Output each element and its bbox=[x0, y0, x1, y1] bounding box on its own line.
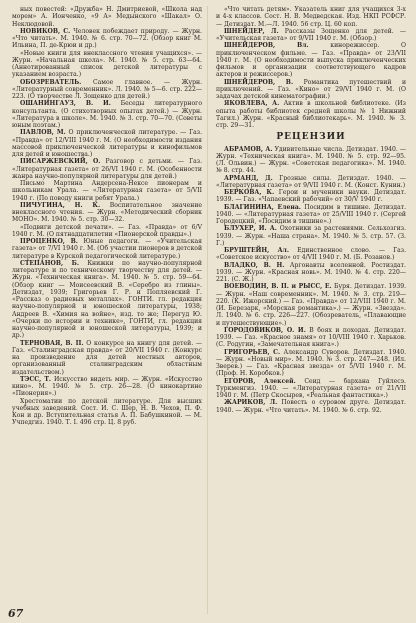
review-entry bbox=[216, 175, 406, 190]
review-author: ГРИГОРЬЕВ, С. bbox=[224, 348, 281, 356]
entry-text: Искусство видеть мир. — Журн. «Искусство кино». М. 1940. № 5. стр. 26—28. (О кинокартине «Пионерия».) bbox=[12, 375, 202, 398]
bibliography-entry bbox=[12, 224, 202, 239]
entry-author: ШНЕЙДЕРОВ, В. bbox=[224, 78, 294, 86]
review-text: Посидим в тишине. Детиздат. 1940. — «Литературная газета» от 25/VIII 1940 г. (Сергей Городецкий, «Посидим в тишине».) bbox=[216, 203, 407, 225]
bibliography-entry bbox=[12, 50, 202, 79]
entry-author: ШНЕЙДЕРОВ, Вл. bbox=[224, 42, 309, 50]
bibliography-entry bbox=[216, 28, 406, 43]
entry-text: Романтика путешествий и приключений. — Газ. «Кино» от 29/VI 1940 г. М. (О задачах детской кинематографии.) bbox=[216, 78, 407, 100]
entry-text: Юные педагоги. — «Учительская газета» от 7/VI 1940 г. М. (Об участии пионеров в детской литературе в Курской педагогической литературе.) bbox=[12, 238, 202, 260]
review-entry bbox=[216, 327, 406, 349]
entry-author: НОВИКОВ, С. bbox=[20, 27, 71, 35]
review-author: ЕГОРОВ, Алексей. bbox=[224, 377, 296, 385]
review-author: ВЛАДКО, В. Н. bbox=[224, 261, 285, 269]
bibliography-entry bbox=[12, 238, 202, 260]
entry-author: ТЕРНОВАЯ, В. П. bbox=[20, 339, 84, 347]
entry-text: Хрестоматии по детской литературе. Для высших учебных заведений. Сост. И. С. Шер, Н. В. Чехов, П. Ф. Кон и др. Вступительная статья А. П. Бабушкиной. — М. Учпедгиз. 1940. Т. I. 496 стр. Ц. 8 руб. bbox=[12, 397, 202, 427]
bibliography-entry bbox=[216, 6, 406, 28]
right-column bbox=[216, 6, 406, 414]
review-text: Буря. Детиздат. 1939. — Журн. «Наш современник». М. 1940. № 3. стр. 219—220. (К. Ижорский.) — Газ. «Правда» от 12/VIII 1940 г. М. (И. Березарк, «Морская романтика».) — Журн. «Звезда». Л. 1940. № 6. стр. 226—227. (Обозреватель, «Плавающие и путешествующие».) bbox=[216, 283, 407, 327]
reviews-section-title: РЕЦЕНЗИИ bbox=[276, 132, 346, 143]
column-divider bbox=[207, 6, 208, 614]
bibliography-entry bbox=[12, 6, 202, 28]
review-author: ЖАРИКОВ, Л. bbox=[224, 399, 278, 407]
entry-author: ПИСАРЖЕВСКИЙ, О. bbox=[20, 158, 101, 166]
entry-text: Беседы литературного консультанта. (О стихотворных опытах детей.) — Журн. «Литература в школе». М. 1940. № 3. стр. 70—70. (Советы юным поэтам.) bbox=[12, 100, 202, 129]
entry-author: ТЭСС, Т. bbox=[20, 375, 52, 383]
review-entry bbox=[216, 283, 406, 327]
entry-text: кинорежиссер. О приключенческом фильме. — Газ. «Правда» от 23/VII 1940 г. М. (О необходимости выпуска приключенческих фильмов и организации соответствующего кадров актеров и режиссеров.) bbox=[216, 42, 406, 79]
review-entry bbox=[216, 146, 406, 175]
entry-text: О приключенческой литературе. — Газ. «Правда» от 12/VIII 1940 г. М. (О необходимости издания массовой приключенческой литературы и кинофильмов для детей и юношества.) bbox=[12, 129, 203, 158]
entry-text: Человек побеждает природу. — Журн. «Что читать». М. 1940. № 6. стр. 70—72. (Обзор книг М. Ильина, П. де-Крюи и др.) bbox=[12, 27, 202, 50]
entry-text: Книжки по научно-популярной литературе и по техническому творчеству для детей. — Журн. «Техническая книга». М. 1940. № 5. стр. 59—64. (Обзор книг — Моисеевский В. «Серебро из глины». Детиздат, 1939; Григорьев Г. Р. и Попляевский Г. «Рассказ о радиевых металлах». ГОНТИ. гл. редакция научно-популярной и юношеской литературы, 1938; Андреев В. «Химия на войне», изд. то же; Перегуд Ю. «Очерки по истории и технике», ГОНТИ, гл. редакция научно-популярной и юношеской литературы, 1939; и др.) bbox=[12, 259, 202, 340]
entry-author: ОШАНИНГАУЗ, В. И. bbox=[20, 100, 111, 108]
review-author: БЕРКОВА, К. bbox=[224, 189, 275, 196]
bibliography-entry bbox=[12, 158, 202, 180]
review-entry bbox=[216, 399, 406, 414]
review-text: Удивительные числа. Детиздат. 1940. — Журн. «Техническая книга». М. 1940. № 5. стр. 92—95. (Л. Ольвин.) — Журн. «Советская педагогика». М. 1940. № 8. стр. 44. bbox=[216, 145, 407, 175]
review-text: Аргонавты вселенной. Ростиздат. 1939. — Журн. «Красная новь». М. 1940. № 4. стр. 220—221. (С. Ж.) bbox=[216, 261, 406, 283]
review-text: Повесть о суровом друге. Детиздат. 1940. — Журн. «Что читать». М. 1940. № 6. стр. 92. bbox=[216, 399, 406, 414]
review-text: Герои и мученики науки. Детиздат. 1939. — Газ. «Чапаевский рабочий» от 30/V 1940 г. bbox=[216, 189, 407, 204]
entry-author: ПИЧУГИНА, Н. К. bbox=[20, 201, 101, 209]
review-text: Грозные силы. Детиздат. 1940. — «Литературная газета» от 9/VII 1940 г. М. (Конст. Кунин.) bbox=[216, 174, 407, 189]
entry-author: ПРОЦЕНКО, В. bbox=[20, 238, 78, 245]
review-author: БРУШТЕЙН, Ал. bbox=[224, 247, 289, 254]
bibliography-entry bbox=[12, 180, 202, 202]
review-text: Александр Суворов. Детиздат. 1940. — Журн. «Новый мир». М. 1940. № 3. стр. 247—248. (Ил. Зверев.) — Газ. «Красная звезда» от 5/VII 1940 г. М. (Проф. Н. Коробков.) bbox=[216, 348, 407, 378]
review-text: Сеид — бархана Гуйлесэ. Туркменгиз. 1940. — «Литературная газета» от 21/VII 1940 г. М. (Петр Скосырев, «Реальная фантастика».) bbox=[216, 377, 406, 399]
review-entry bbox=[216, 204, 406, 226]
page-number: 67 bbox=[8, 607, 24, 620]
bibliography-entry bbox=[12, 398, 202, 427]
entry-text: Письмо Мартина Андерсена-Нексе пионерам и школьникам Урала. — «Литературная газета» от 5/VII 1940 г. (По поводу книги ребят Урала.) bbox=[12, 180, 202, 202]
review-author: АБРАМОВ, А. bbox=[224, 145, 273, 153]
bibliography-entry bbox=[216, 100, 406, 129]
entry-author: ЯКОВЛЕВА, А. bbox=[224, 100, 280, 108]
bibliography-entry bbox=[12, 376, 202, 398]
bibliography-entry bbox=[12, 129, 202, 158]
review-author: БЛУХЕР, И. А. bbox=[224, 225, 277, 233]
bibliography-entry bbox=[12, 202, 202, 224]
entry-text: «Новые книги для внеклассного чтения учащихся». — Журн. «Начальная школа». М. 1940. № 5. стр. 63—64. (Аннотированный список детской литературы с указанием возраста.) bbox=[12, 49, 202, 79]
bibliography-entry bbox=[12, 100, 202, 129]
review-entry bbox=[216, 349, 406, 378]
entry-text: ных повестей: «Дружба» Н. Дмитриевой, «Школа над морем» А. Ионченко, «9 А» Медынского «Шакал» О. Неклюдовой. bbox=[12, 6, 202, 28]
entry-author: СТЕПАНОВ, Б. bbox=[20, 259, 79, 267]
bibliography-entry bbox=[12, 79, 202, 101]
entry-text: Рассказы Зощенко для детей. — «Учительская газета» от 9/VII 1940 г. М. (Обзор.) bbox=[216, 27, 407, 42]
entry-author: ШНЕЙДЕР, Л. bbox=[224, 27, 279, 35]
review-entry bbox=[216, 247, 406, 262]
review-author: ГОРОДОВИКОВ, О. И. bbox=[224, 326, 306, 334]
entry-text: Самое главное. — Журн. «Литературный современник». Л. 1940. № 5—6. стр. 222—223. (О творчестве Л. Зощенко для детей.) bbox=[12, 78, 203, 100]
bibliography-entry bbox=[12, 28, 202, 50]
bibliography-entry bbox=[216, 42, 406, 78]
review-entry bbox=[216, 262, 406, 284]
review-entry bbox=[216, 225, 406, 247]
review-entry bbox=[216, 378, 406, 400]
review-entry bbox=[216, 189, 406, 204]
entry-text: О конкурсе на книгу для детей. — Газ. «Сталинградская правда» от 20/VII 1940 г. (Конкурс на произведение для детей местных авторов, организованный сталинградским областным издательством.) bbox=[12, 339, 202, 376]
entry-text: «Что читать детям». Указатель книг для учащихся 3-х и 4-х классов. Сост. Н. В. Медведская. Изд. НКП РСФСР. — Детиздат. М.—Л. 1940. 56 стр. Ц. 60 коп. bbox=[216, 6, 406, 28]
bibliography-entry bbox=[216, 79, 406, 101]
review-text: Единственное слово. — Газ. «Советское искусство» от 4/VII 1940 г. М. (Б. Розанов.) bbox=[216, 247, 407, 262]
entry-text: Воспитательное значение внеклассного чтения. — Журн. «Методический сборник МОНО». М. 1940. № 5. стр. 30—32. bbox=[12, 201, 202, 224]
bibliography-entry bbox=[12, 340, 202, 376]
left-column bbox=[12, 6, 202, 427]
entry-author: ПАВЛОВ, М. bbox=[20, 129, 66, 137]
review-text: Охотники за растениями. Сельхозгиз. 1939. — Журн. «Наша страна». М. 1940. № 5. стр. 57. (З. Г.) bbox=[216, 225, 407, 247]
entry-author: ОБОЗРЕВАТЕЛЬ. bbox=[20, 78, 82, 86]
review-author: АРМАНД, Д. bbox=[224, 174, 273, 182]
entry-text: Разговор с детьми. — Газ. «Литературная газета» от 26/VI 1940 г. М. (Особенности жанра научно-популярной литературы для детей.) bbox=[12, 158, 203, 180]
review-text: В боях и походах. Детиздат. 1939. — Газ. «Красное знамя» от 10/VIII 1940 г. Харьков. (С. Родугин, «Замечательная книга».) bbox=[216, 326, 406, 349]
review-author: БЛАГИНИНА, Елена. bbox=[224, 203, 301, 211]
entry-text: «Подвиги детской печати». — Газ. «Правда» от 6/V 1940 г. М. (О пятнадцатилетии «Пионерской правды».) bbox=[12, 223, 202, 238]
entry-text: Актив в школьной библиотеке. (Из опыта работы библиотек средней школы № 1 Нижний Тагил.) Журн. «Красный библиотекарь». М. 1940. № 3. стр. 29—31. bbox=[216, 100, 407, 129]
review-author: ВОЕВОДИН, В. П. и РЫСС, Е. bbox=[224, 283, 332, 291]
bibliography-entry bbox=[12, 260, 202, 340]
